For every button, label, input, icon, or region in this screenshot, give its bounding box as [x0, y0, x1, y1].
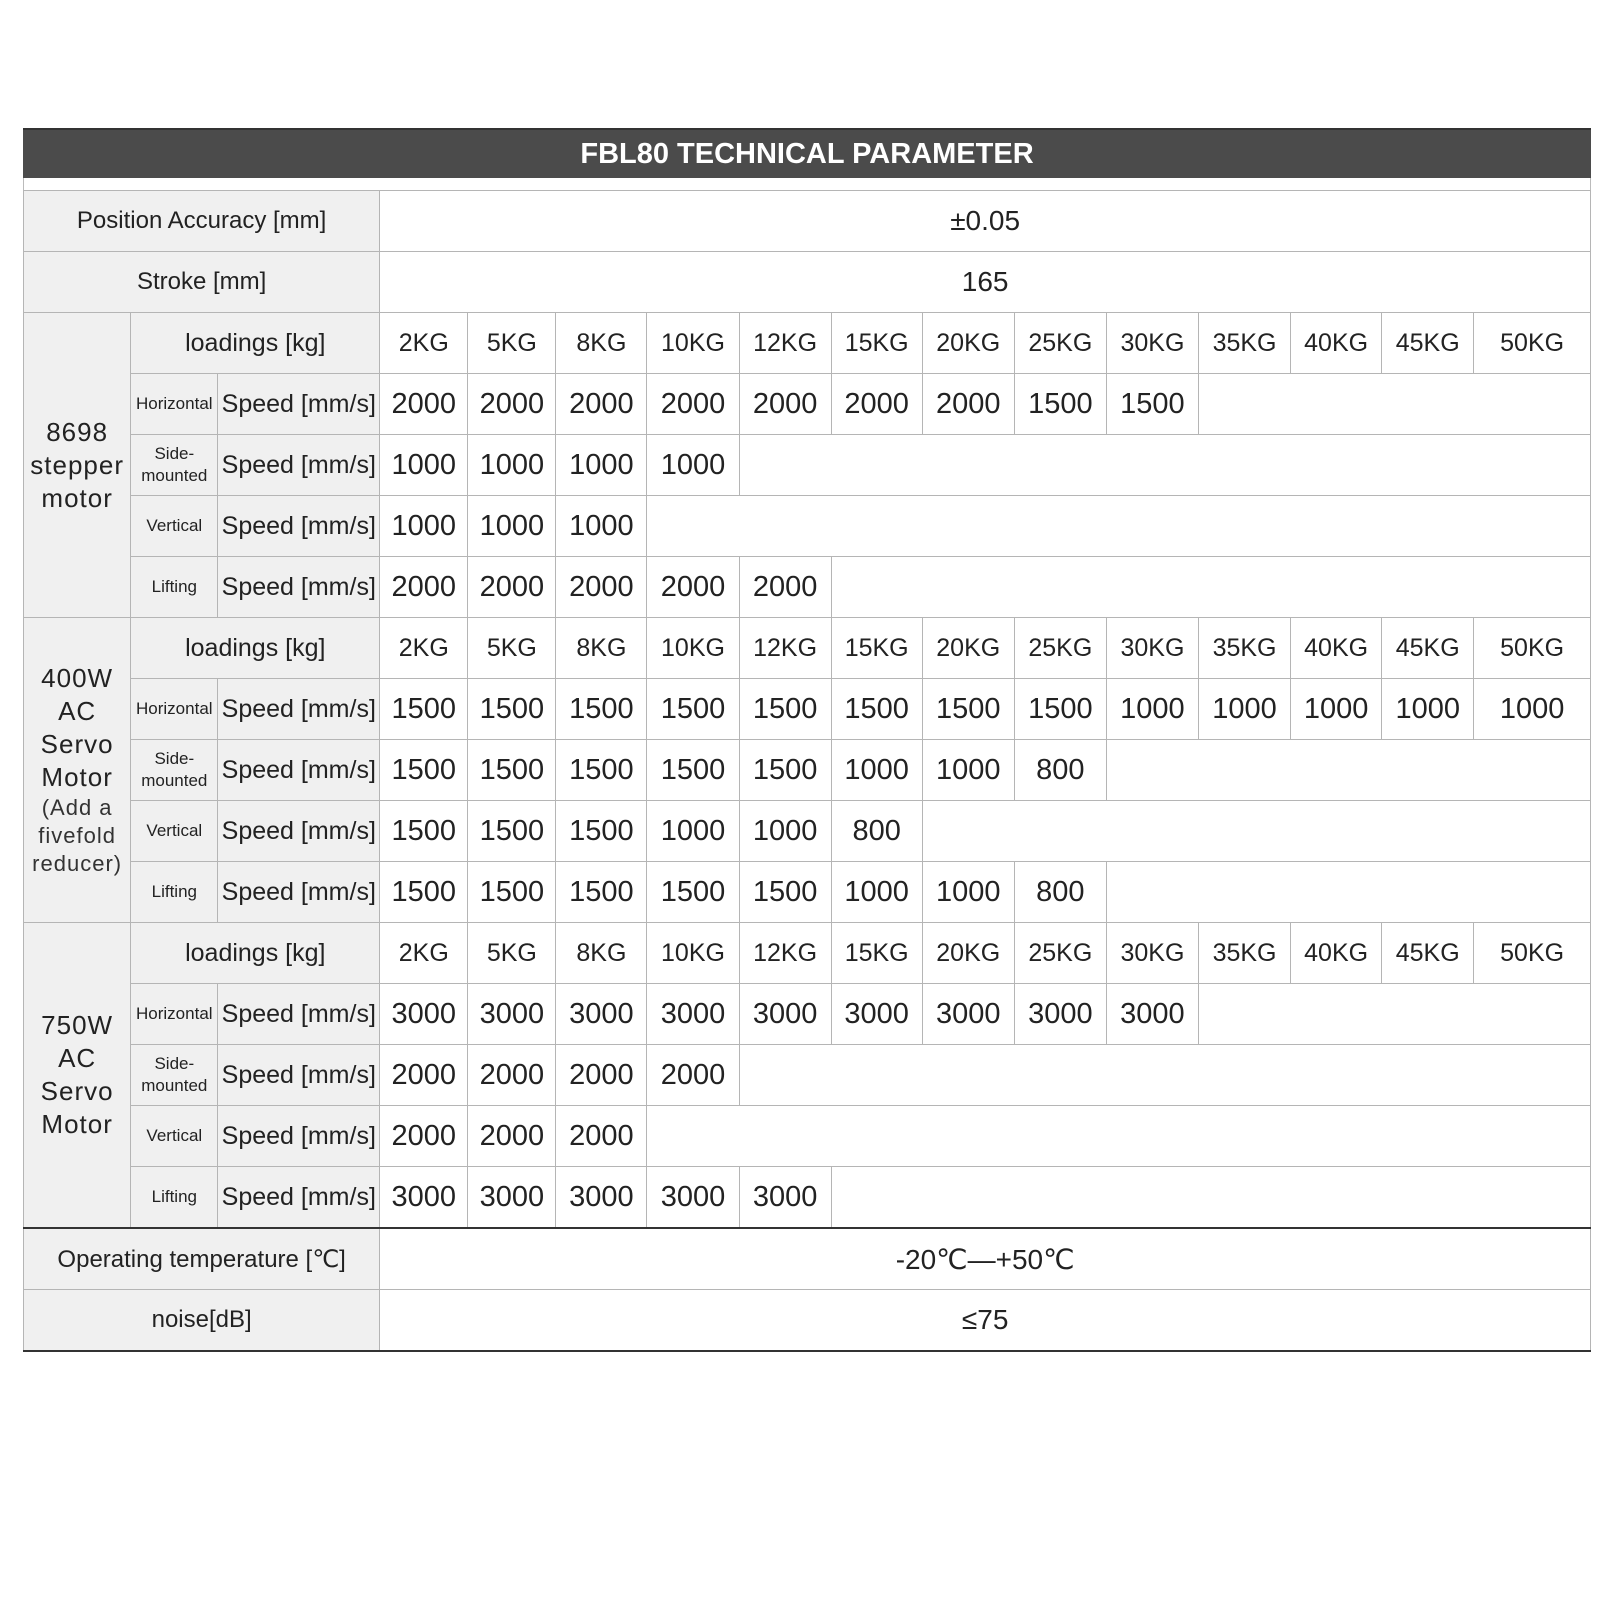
speed-value-cell: 2000: [556, 1106, 647, 1167]
spec-label: Position Accuracy [mm]: [24, 191, 380, 252]
mounting-mode: Horizontal: [131, 984, 218, 1045]
speed-value-cell: 1000: [556, 435, 647, 496]
load-header-cell: 2KG: [380, 313, 468, 374]
motor-group-label: [24, 618, 131, 923]
speed-value-cell: 1500: [380, 740, 468, 801]
speed-value-cell: 2000: [468, 1106, 556, 1167]
speed-row: [24, 984, 1591, 1045]
empty-cell: [831, 557, 1590, 618]
speed-value-cell: 1000: [647, 801, 739, 862]
speed-value-cell: 3000: [1106, 984, 1198, 1045]
load-header-cell: 45KG: [1382, 923, 1474, 984]
load-header-cell: 15KG: [831, 923, 922, 984]
speed-value-cell: 1000: [556, 496, 647, 557]
speed-label: Speed [mm/s]: [218, 862, 380, 923]
speed-value-cell: 3000: [647, 1167, 739, 1229]
speed-value-cell: 1500: [647, 740, 739, 801]
speed-value-cell: 1500: [468, 862, 556, 923]
load-header-cell: 10KG: [647, 618, 739, 679]
spec-row: [24, 191, 1591, 252]
load-header-cell: 15KG: [831, 313, 922, 374]
speed-value-cell: 3000: [739, 984, 831, 1045]
speed-value-cell: 2000: [739, 557, 831, 618]
empty-cell: [922, 801, 1590, 862]
speed-row: [24, 1106, 1591, 1167]
speed-value-cell: 800: [831, 801, 922, 862]
empty-cell: [647, 1106, 1591, 1167]
motor-group-label: [24, 923, 131, 1229]
spec-sheet: [23, 128, 1591, 1352]
load-header-cell: 5KG: [468, 618, 556, 679]
load-header-cell: 10KG: [647, 313, 739, 374]
speed-label: Speed [mm/s]: [218, 496, 380, 557]
load-header-cell: 20KG: [922, 618, 1014, 679]
speed-value-cell: 2000: [647, 1045, 739, 1106]
speed-value-cell: 1000: [1291, 679, 1382, 740]
speed-value-cell: 1000: [468, 496, 556, 557]
motor-note: (Add a fivefold reducer): [32, 795, 123, 876]
speed-value-cell: 2000: [468, 374, 556, 435]
speed-value-cell: 1500: [1014, 679, 1106, 740]
load-header-cell: 5KG: [468, 923, 556, 984]
speed-value-cell: 2000: [739, 374, 831, 435]
mounting-mode: Vertical: [131, 1106, 218, 1167]
empty-cell: [647, 496, 1591, 557]
load-header-cell: 50KG: [1474, 923, 1591, 984]
spec-value: ±0.05: [380, 191, 1591, 252]
speed-label: Speed [mm/s]: [218, 435, 380, 496]
load-header-cell: 8KG: [556, 923, 647, 984]
spec-value: ≤75: [380, 1290, 1591, 1352]
speed-value-cell: 1500: [380, 679, 468, 740]
spec-row: [24, 1290, 1591, 1352]
load-header-cell: 12KG: [739, 923, 831, 984]
loadings-row: [24, 923, 1591, 984]
empty-cell: [1198, 984, 1590, 1045]
speed-value-cell: 1000: [922, 862, 1014, 923]
speed-value-cell: 1000: [1382, 679, 1474, 740]
load-header-cell: 45KG: [1382, 313, 1474, 374]
empty-cell: [831, 1167, 1590, 1229]
load-header-cell: 12KG: [739, 313, 831, 374]
speed-value-cell: 1500: [380, 801, 468, 862]
speed-value-cell: 1500: [468, 740, 556, 801]
speed-value-cell: 1500: [647, 679, 739, 740]
spec-label: Operating temperature [℃]: [24, 1228, 380, 1290]
speed-label: Speed [mm/s]: [218, 374, 380, 435]
speed-value-cell: 2000: [468, 1045, 556, 1106]
speed-value-cell: 1000: [468, 435, 556, 496]
spec-row: [24, 252, 1591, 313]
speed-value-cell: 1500: [1106, 374, 1198, 435]
speed-row: [24, 679, 1591, 740]
speed-label: Speed [mm/s]: [218, 984, 380, 1045]
spec-label: noise[dB]: [24, 1290, 380, 1352]
speed-value-cell: 1500: [922, 679, 1014, 740]
speed-value-cell: 3000: [922, 984, 1014, 1045]
spec-label: Stroke [mm]: [24, 252, 380, 313]
motor-group-label: [24, 313, 131, 618]
mounting-mode: Vertical: [131, 801, 218, 862]
speed-value-cell: 3000: [739, 1167, 831, 1229]
load-header-cell: 25KG: [1014, 618, 1106, 679]
speed-value-cell: 3000: [1014, 984, 1106, 1045]
empty-cell: [1106, 862, 1590, 923]
speed-label: Speed [mm/s]: [218, 1106, 380, 1167]
speed-row: [24, 374, 1591, 435]
load-header-cell: 40KG: [1291, 618, 1382, 679]
speed-row: [24, 435, 1591, 496]
load-header-cell: 20KG: [922, 313, 1014, 374]
loadings-label: loadings [kg]: [131, 618, 380, 679]
speed-row: [24, 496, 1591, 557]
speed-value-cell: 3000: [556, 984, 647, 1045]
load-header-cell: 30KG: [1106, 313, 1198, 374]
motor-name: 750W AC Servo Motor: [40, 1010, 114, 1139]
speed-label: Speed [mm/s]: [218, 1167, 380, 1229]
speed-value-cell: 3000: [556, 1167, 647, 1229]
mounting-mode: Horizontal: [131, 374, 218, 435]
speed-value-cell: 2000: [647, 374, 739, 435]
speed-label: Speed [mm/s]: [218, 740, 380, 801]
speed-value-cell: 3000: [380, 1167, 468, 1229]
speed-value-cell: 2000: [380, 1106, 468, 1167]
empty-cell: [1198, 374, 1590, 435]
empty-cell: [739, 435, 1590, 496]
speed-row: [24, 740, 1591, 801]
load-header-cell: 35KG: [1198, 923, 1290, 984]
mounting-mode: Side-mounted: [131, 740, 218, 801]
load-header-cell: 50KG: [1474, 618, 1591, 679]
speed-value-cell: 2000: [380, 1045, 468, 1106]
speed-value-cell: 1500: [739, 679, 831, 740]
load-header-cell: 30KG: [1106, 923, 1198, 984]
loadings-row: [24, 313, 1591, 374]
speed-value-cell: 1500: [380, 862, 468, 923]
mounting-mode: Side-mounted: [131, 435, 218, 496]
speed-value-cell: 800: [1014, 740, 1106, 801]
speed-value-cell: 2000: [380, 374, 468, 435]
speed-value-cell: 1500: [556, 679, 647, 740]
speed-value-cell: 1000: [739, 801, 831, 862]
speed-value-cell: 2000: [647, 557, 739, 618]
speed-value-cell: 1000: [831, 862, 922, 923]
speed-value-cell: 1000: [1198, 679, 1290, 740]
load-header-cell: 50KG: [1474, 313, 1591, 374]
load-header-cell: 30KG: [1106, 618, 1198, 679]
speed-value-cell: 3000: [380, 984, 468, 1045]
load-header-cell: 40KG: [1291, 923, 1382, 984]
loadings-label: loadings [kg]: [131, 923, 380, 984]
load-header-cell: 25KG: [1014, 313, 1106, 374]
load-header-cell: 10KG: [647, 923, 739, 984]
speed-value-cell: 1500: [556, 740, 647, 801]
load-header-cell: 8KG: [556, 618, 647, 679]
speed-value-cell: 1500: [739, 862, 831, 923]
load-header-cell: 25KG: [1014, 923, 1106, 984]
title-gap: [23, 178, 1591, 190]
loadings-row: [24, 618, 1591, 679]
speed-value-cell: 1500: [556, 862, 647, 923]
speed-row: [24, 862, 1591, 923]
speed-value-cell: 2000: [556, 1045, 647, 1106]
load-header-cell: 12KG: [739, 618, 831, 679]
speed-value-cell: 1000: [831, 740, 922, 801]
speed-value-cell: 1500: [647, 862, 739, 923]
spec-value: 165: [380, 252, 1591, 313]
load-header-cell: 15KG: [831, 618, 922, 679]
spec-value: -20℃—+50℃: [380, 1228, 1591, 1290]
mounting-mode: Side-mounted: [131, 1045, 218, 1106]
speed-value-cell: 1500: [468, 801, 556, 862]
mounting-mode: Horizontal: [131, 679, 218, 740]
speed-row: [24, 557, 1591, 618]
speed-value-cell: 1000: [380, 435, 468, 496]
load-header-cell: 40KG: [1291, 313, 1382, 374]
load-header-cell: 2KG: [380, 923, 468, 984]
speed-value-cell: 1000: [647, 435, 739, 496]
speed-value-cell: 1000: [380, 496, 468, 557]
spec-row: [24, 1228, 1591, 1290]
speed-value-cell: 2000: [556, 374, 647, 435]
speed-row: [24, 801, 1591, 862]
load-header-cell: 5KG: [468, 313, 556, 374]
load-header-cell: 8KG: [556, 313, 647, 374]
speed-value-cell: 2000: [831, 374, 922, 435]
mounting-mode: Vertical: [131, 496, 218, 557]
speed-value-cell: 1500: [556, 801, 647, 862]
speed-value-cell: 1500: [468, 679, 556, 740]
speed-value-cell: 1000: [922, 740, 1014, 801]
speed-label: Speed [mm/s]: [218, 801, 380, 862]
empty-cell: [1106, 740, 1590, 801]
load-header-cell: 45KG: [1382, 618, 1474, 679]
speed-value-cell: 1500: [1014, 374, 1106, 435]
speed-label: Speed [mm/s]: [218, 1045, 380, 1106]
load-header-cell: 2KG: [380, 618, 468, 679]
speed-value-cell: 1000: [1106, 679, 1198, 740]
speed-value-cell: 3000: [831, 984, 922, 1045]
speed-value-cell: 1500: [831, 679, 922, 740]
table-title: FBL80 TECHNICAL PARAMETER: [23, 128, 1591, 178]
load-header-cell: 35KG: [1198, 618, 1290, 679]
mounting-mode: Lifting: [131, 557, 218, 618]
technical-parameter-table: [23, 190, 1591, 1352]
speed-value-cell: 3000: [647, 984, 739, 1045]
load-header-cell: 35KG: [1198, 313, 1290, 374]
speed-value-cell: 2000: [380, 557, 468, 618]
speed-value-cell: 3000: [468, 1167, 556, 1229]
speed-row: [24, 1167, 1591, 1229]
speed-value-cell: 1500: [739, 740, 831, 801]
mounting-mode: Lifting: [131, 862, 218, 923]
speed-label: Speed [mm/s]: [218, 679, 380, 740]
loadings-label: loadings [kg]: [131, 313, 380, 374]
speed-value-cell: 1000: [1474, 679, 1591, 740]
mounting-mode: Lifting: [131, 1167, 218, 1229]
speed-value-cell: 2000: [922, 374, 1014, 435]
empty-cell: [739, 1045, 1590, 1106]
speed-row: [24, 1045, 1591, 1106]
load-header-cell: 20KG: [922, 923, 1014, 984]
motor-name: 400W AC Servo Motor: [40, 663, 114, 792]
speed-value-cell: 3000: [468, 984, 556, 1045]
speed-value-cell: 800: [1014, 862, 1106, 923]
motor-name: 8698 stepper motor: [30, 416, 124, 513]
speed-value-cell: 2000: [556, 557, 647, 618]
speed-label: Speed [mm/s]: [218, 557, 380, 618]
speed-value-cell: 2000: [468, 557, 556, 618]
